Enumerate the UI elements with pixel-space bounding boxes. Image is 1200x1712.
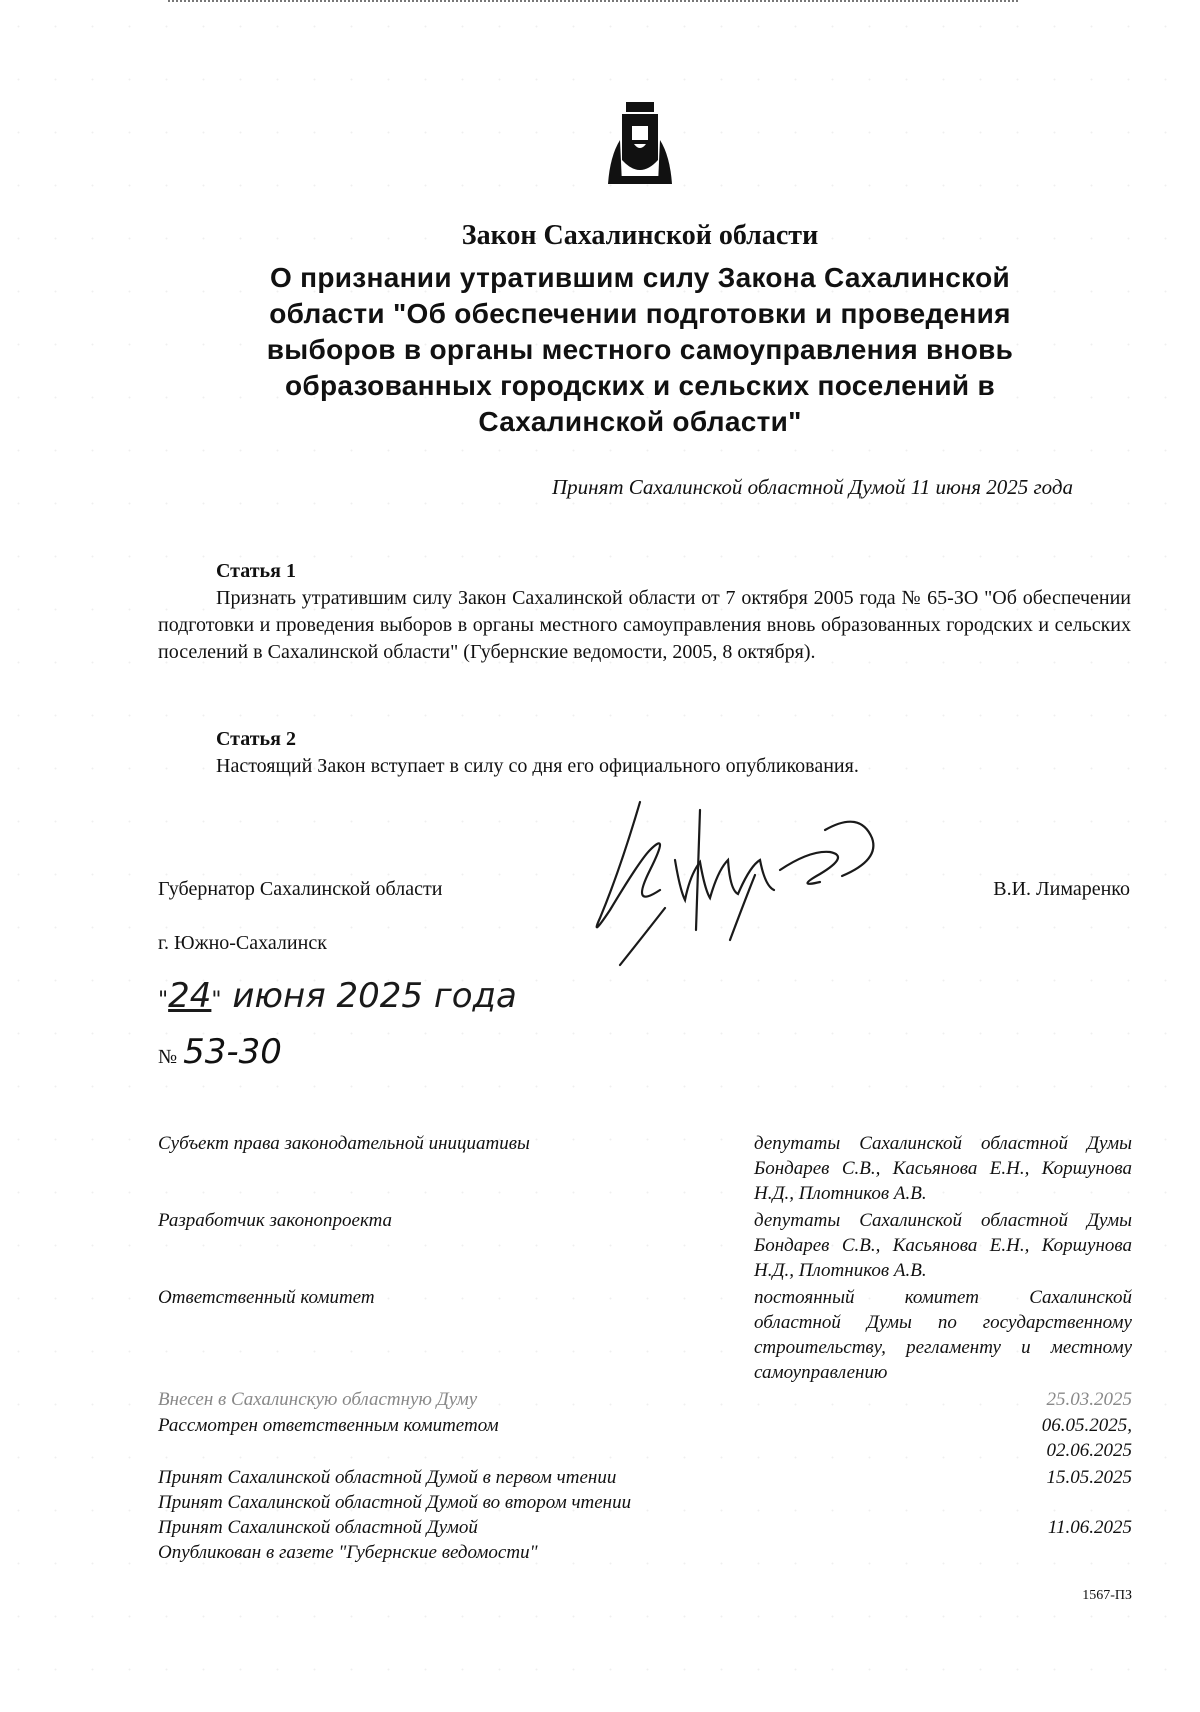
coat-of-arms-icon bbox=[604, 100, 676, 186]
article-2 bbox=[158, 726, 1131, 780]
law-subject-line: области "Об обеспечении подготовки и проведения bbox=[269, 298, 1011, 329]
date-row-adopted bbox=[158, 1515, 1132, 1540]
info-value-developer: депутаты Сахалинской областной Думы Бондарев С.В., Касьянова Е.Н., Коршунова Н.Д., Плотников А.В. bbox=[754, 1210, 1132, 1281]
date-row-value: 15.05.2025 bbox=[1046, 1467, 1132, 1488]
law-subject-line: образованных городских и сельских поселений в bbox=[285, 370, 995, 401]
date-row-value: 25.03.2025 bbox=[1046, 1389, 1132, 1410]
date-row-label: Рассмотрен ответственным комитетом bbox=[158, 1415, 499, 1436]
law-number bbox=[158, 1032, 282, 1072]
date-row-label: Принят Сахалинской областной Думой в первом чтении bbox=[158, 1467, 617, 1488]
city-label: г. Южно-Сахалинск bbox=[158, 932, 327, 954]
info-label-developer: Разработчик законопроекта bbox=[158, 1210, 393, 1231]
info-value-initiative: депутаты Сахалинской областной Думы Бондарев С.В., Касьянова Е.Н., Коршунова Н.Д., Плотников А.В. bbox=[754, 1133, 1132, 1204]
signing-date bbox=[158, 976, 517, 1016]
law-subject-line: выборов в органы местного самоуправления вновь bbox=[266, 334, 1014, 365]
law-subject-line: Сахалинской области" bbox=[478, 406, 802, 437]
article-text: Настоящий Закон вступает в силу со дня его официального опубликования. bbox=[216, 755, 859, 777]
article-heading: Статья 1 bbox=[216, 560, 296, 582]
governor-name: В.И. Лимаренко bbox=[993, 878, 1130, 900]
law-title: Закон Сахалинской области bbox=[461, 220, 819, 251]
date-day: 24 bbox=[168, 976, 212, 1016]
date-row-published bbox=[158, 1540, 1132, 1565]
number-value: 53-30 bbox=[183, 1032, 282, 1072]
date-row-submitted bbox=[158, 1387, 1132, 1412]
article-1 bbox=[158, 558, 1131, 666]
top-edge-rule bbox=[168, 0, 1018, 2]
law-subject-line: О признании утратившим силу Закона Сахалинской bbox=[270, 262, 1010, 293]
date-row-first-reading bbox=[158, 1465, 1132, 1490]
date-row-second-reading bbox=[158, 1490, 1132, 1515]
date-row-label: Принят Сахалинской областной Думой bbox=[158, 1517, 478, 1538]
date-row-committee bbox=[158, 1413, 1132, 1461]
date-quote-open: " bbox=[158, 988, 169, 1013]
governor-label: Губернатор Сахалинской области bbox=[158, 878, 443, 900]
signature-icon bbox=[580, 790, 910, 980]
date-rest: июня 2025 года bbox=[232, 976, 517, 1016]
document-code: 1567-ПЗ bbox=[1082, 1588, 1132, 1603]
date-row-label: Принят Сахалинской областной Думой во втором чтении bbox=[158, 1492, 632, 1513]
info-value-committee: постоянный комитет Сахалинской областной Думы по государственному строительству, регламенту и местному самоуправлению bbox=[754, 1287, 1132, 1383]
law-subject bbox=[140, 260, 1140, 440]
date-quote-close: " bbox=[211, 988, 222, 1013]
date-row-value: 11.06.2025 bbox=[1047, 1517, 1132, 1538]
date-row-value: 06.05.2025, 02.06.2025 bbox=[1041, 1415, 1132, 1461]
article-text: Признать утратившим силу Закон Сахалинской области от 7 октября 2005 года № 65-ЗО "Об обеспечении подготовки и проведения выборов в органы местного самоуправления вновь образованных городских и сельских поселений в Сахалинской области" (Губернские ведомости, 2005, 8 октября). bbox=[158, 587, 1131, 663]
article-heading: Статья 2 bbox=[216, 728, 296, 750]
number-label: № bbox=[158, 1046, 178, 1068]
date-row-label: Внесен в Сахалинскую областную Думу bbox=[158, 1389, 478, 1410]
date-row-label: Опубликован в газете "Губернские ведомости" bbox=[158, 1542, 538, 1563]
info-label-initiative: Субъект права законодательной инициативы bbox=[158, 1133, 530, 1154]
info-label-committee: Ответственный комитет bbox=[158, 1287, 375, 1308]
adoption-note: Принят Сахалинской областной Думой 11 июня 2025 года bbox=[552, 475, 1073, 499]
